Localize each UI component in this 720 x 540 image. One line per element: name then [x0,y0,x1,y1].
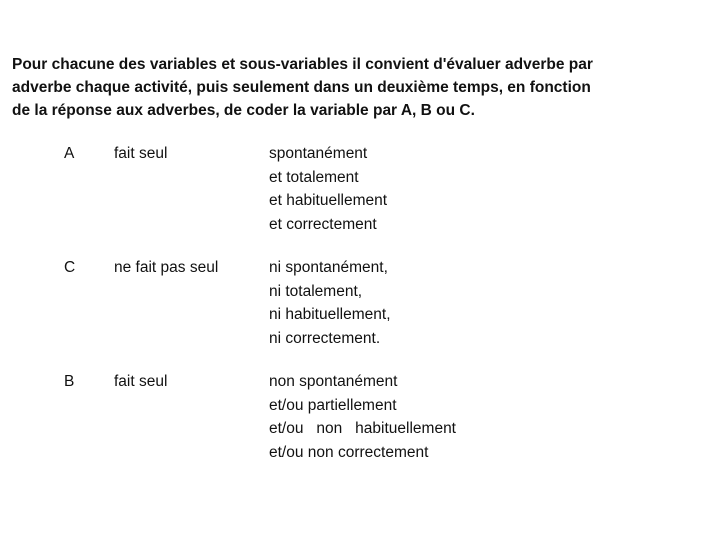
adverb-item: et/ou non habituellement [269,420,456,437]
activity-label: fait seul [114,373,168,390]
code-letter: B [64,373,75,390]
adverb-item: ni spontanément, [269,259,388,276]
adverb-item: et correctement [269,215,377,233]
code-letter: A [64,145,75,162]
instruction-paragraph [12,53,702,122]
adverb-list [269,370,456,464]
adverb-item: ni habituellement, [269,306,391,323]
instruction-line: adverbe chaque activité, puis seulement dans un deuxième temps, en fonction [12,79,591,96]
instruction-line: Pour chacune des variables et sous-variables il convient d'évaluer adverbe par [12,56,593,73]
adverb-item: non spontanément [269,373,398,390]
adverb-list [269,142,387,236]
instruction-line: de la réponse aux adverbes, de coder la variable par A, B ou C. [12,102,475,119]
adverb-list [269,256,391,350]
adverb-item: spontanément [269,145,368,162]
activity-label: fait seul [114,145,168,162]
adverb-item: et habituellement [269,192,388,209]
adverb-item: et totalement [269,168,359,186]
adverb-item: ni correctement. [269,329,381,347]
activity-label: ne fait pas seul [114,259,219,276]
code-letter: C [64,259,76,276]
adverb-item: et/ou partiellement [269,396,397,414]
adverb-item: et/ou non correctement [269,443,429,461]
adverb-item: ni totalement, [269,282,363,300]
